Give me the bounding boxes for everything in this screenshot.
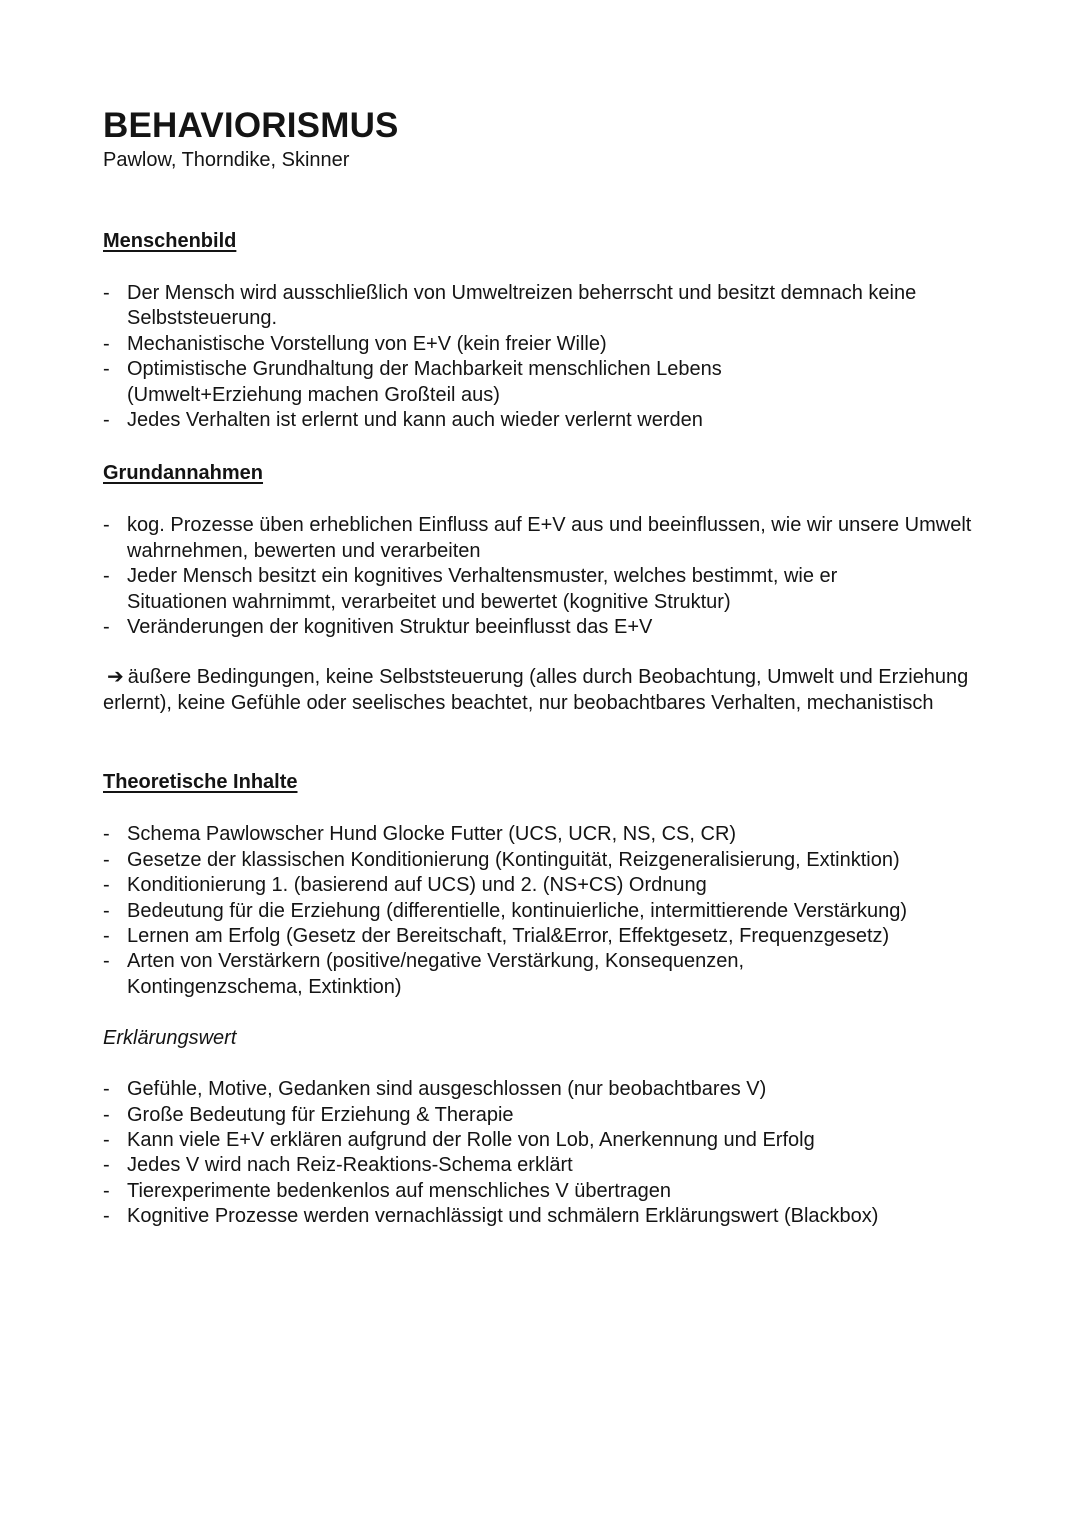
menschenbild-list xyxy=(103,281,1003,433)
list-item: - Jeder Mensch besitzt ein kognitives Verhaltensmuster, welches bestimmt, wie er Situationen wahrnimmt, verarbeitet und bewertet (kognitive Struktur) xyxy=(103,564,1003,615)
list-item: - Jedes V wird nach Reiz-Reaktions-Schema erklärt xyxy=(103,1153,1003,1178)
list-item: - Veränderungen der kognitiven Struktur beeinflusst das E+V xyxy=(103,615,1003,640)
list-item: - Tierexperimente bedenkenlos auf menschliches V übertragen xyxy=(103,1179,1003,1204)
list-item: - Jedes Verhalten ist erlernt und kann auch wieder verlernt werden xyxy=(103,408,1003,433)
list-item: - Konditionierung 1. (basierend auf UCS) und 2. (NS+CS) Ordnung xyxy=(103,873,1003,898)
list-item: - Der Mensch wird ausschließlich von Umweltreizen beherrscht und besitzt demnach keine Selbststeuerung. xyxy=(103,281,1003,332)
section-heading-erklaerungswert: Erklärungswert xyxy=(103,1027,237,1050)
conclusion-text xyxy=(103,665,1003,716)
theoretische-inhalte-list xyxy=(103,822,1003,1000)
list-item: - Lernen am Erfolg (Gesetz der Bereitschaft, Trial&Error, Effektgesetz, Frequenzgesetz) xyxy=(103,924,1003,949)
grundannahmen-list xyxy=(103,513,1003,640)
list-item: - Arten von Verstärkern (positive/negative Verstärkung, Konsequenzen, Kontingenzschema, Extinktion) xyxy=(103,949,1003,1000)
erklaerungswert-list xyxy=(103,1077,1003,1229)
list-item: - Gefühle, Motive, Gedanken sind ausgeschlossen (nur beobachtbares V) xyxy=(103,1077,1003,1102)
list-item: - Mechanistische Vorstellung von E+V (kein freier Wille) xyxy=(103,332,1003,357)
right-arrow-icon: ➔ xyxy=(107,666,124,689)
section-heading-grundannahmen: Grundannahmen xyxy=(103,462,264,485)
list-item: - Große Bedeutung für Erziehung & Therapie xyxy=(103,1103,1003,1128)
list-item: - Kann viele E+V erklären aufgrund der Rolle von Lob, Anerkennung und Erfolg xyxy=(103,1128,1003,1153)
document-page xyxy=(103,106,1003,1230)
list-item: - Bedeutung für die Erziehung (differentielle, kontinuierliche, intermittierende Verstärkung) xyxy=(103,899,1003,924)
list-item: - Gesetze der klassischen Konditionierung (Kontinguität, Reizgeneralisierung, Extinktion) xyxy=(103,848,1003,873)
conclusion-body: äußere Bedingungen, keine Selbststeuerung (alles durch Beobachtung, Umwelt und Erziehung erlernt), keine Gefühle oder seelisches beachtet, nur beobachtbares Verhalten, mechanistisch xyxy=(103,666,969,714)
section-heading-menschenbild: Menschenbild xyxy=(103,230,237,252)
list-item: - kog. Prozesse üben erheblichen Einfluss auf E+V aus und beeinflussen, wie wir unsere Umwelt wahrnehmen, bewerten und verarbeiten xyxy=(103,513,1003,564)
list-item: - Optimistische Grundhaltung der Machbarkeit menschlichen Lebens (Umwelt+Erziehung machen Großteil aus) xyxy=(103,357,1003,408)
section-heading-theoretische-inhalte: Theoretische Inhalte xyxy=(103,771,298,794)
page-subtitle: Pawlow, Thorndike, Skinner xyxy=(103,149,350,171)
list-item: - Schema Pawlowscher Hund Glocke Futter (UCS, UCR, NS, CS, CR) xyxy=(103,822,1003,847)
list-item: - Kognitive Prozesse werden vernachlässigt und schmälern Erklärungswert (Blackbox) xyxy=(103,1204,1003,1229)
page-title: BEHAVIORISMUS xyxy=(103,106,399,145)
